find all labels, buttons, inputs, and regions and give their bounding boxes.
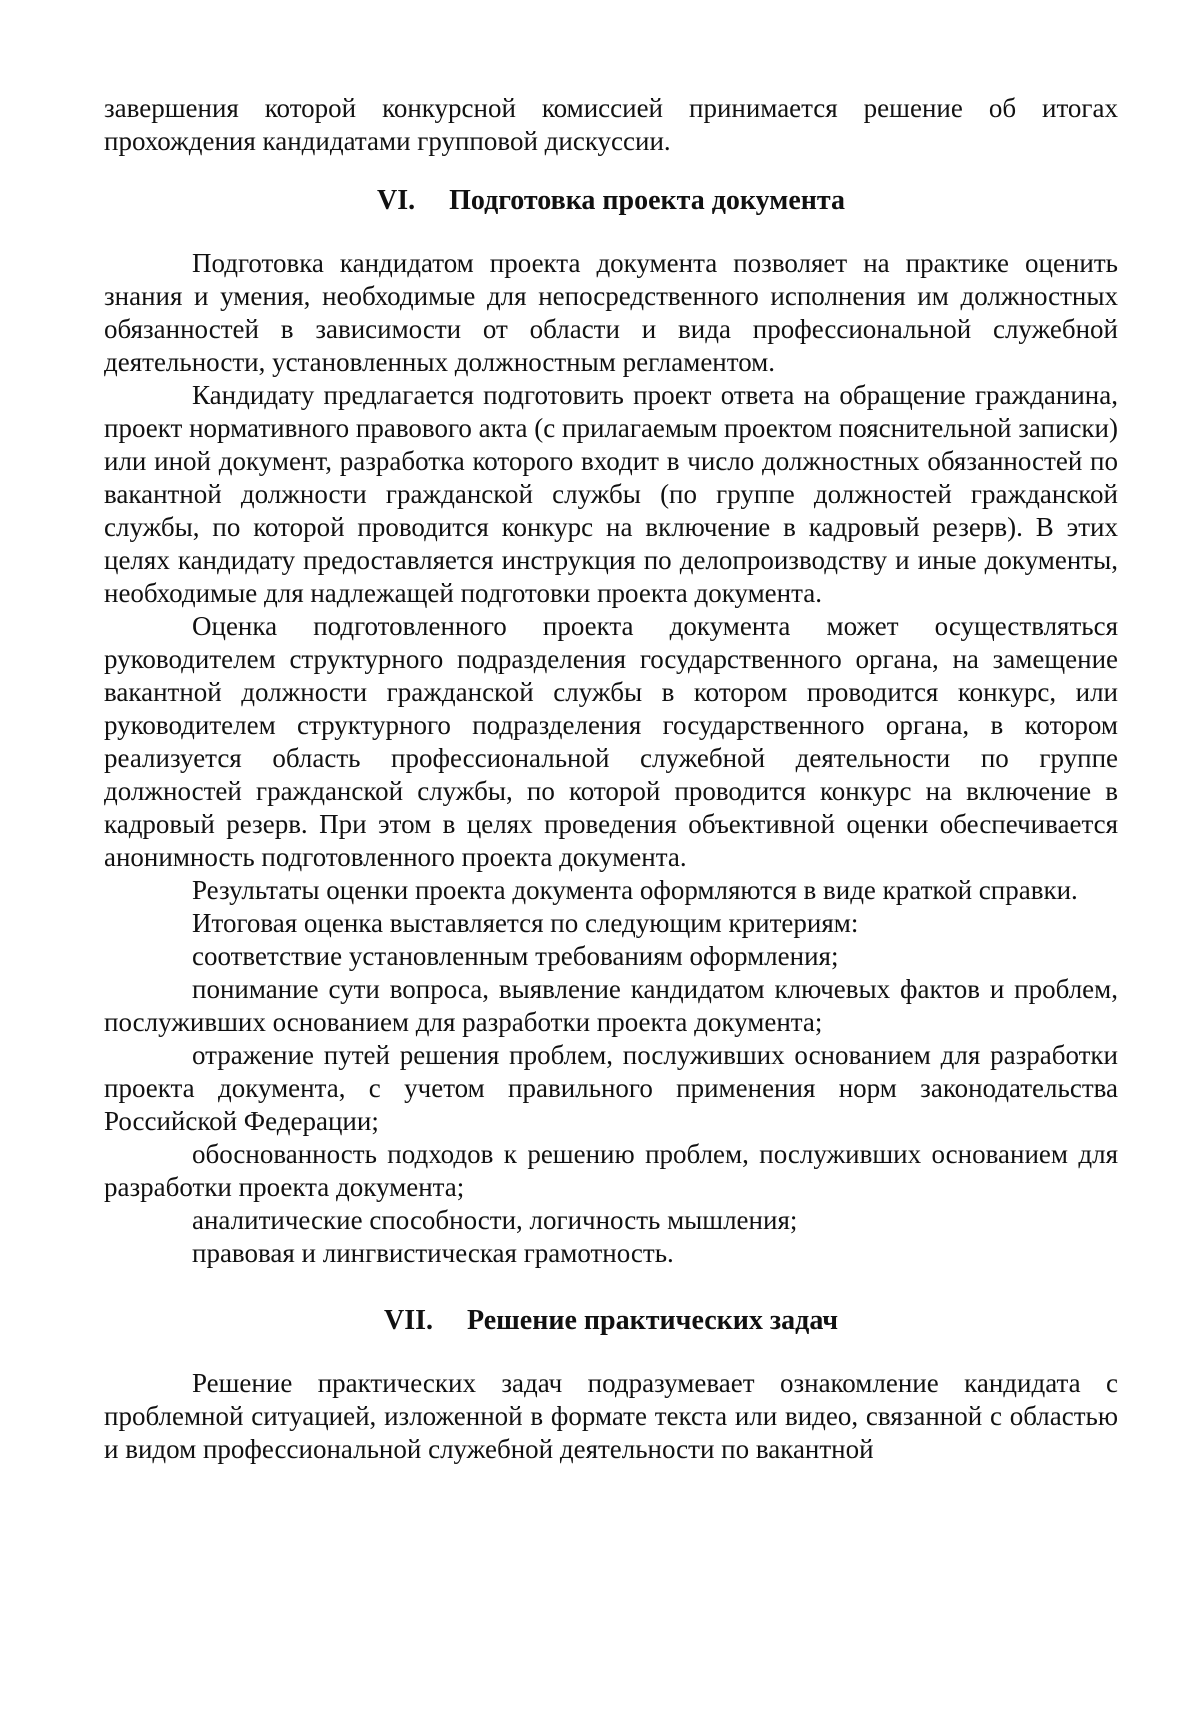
section-6-paragraph: Кандидату предлагается подготовить проект ответа на обращение гражданина, проект нормативного правового акта (с прилагаемым проектом пояснительной записки) или иной документ, разработка которого входит в число должностных обязанностей по вакантной должности гражданской службы (по группе должностей гражданской службы, по которой проводится конкурс на включение в кадровый резерв). В этих целях кандидату предоставляется инструкция по делопроизводству и иные документы, необходимые для надлежащей подготовки проекта документа.	[104, 380, 1118, 608]
criteria-item: аналитические способности, логичность мышления;	[192, 1205, 798, 1235]
page-content	[104, 92, 1118, 1466]
section-7-number: VII.	[383, 1305, 433, 1336]
section-6-paragraph: Подготовка кандидатом проекта документа позволяет на практике оценить знания и умения, необходимые для непосредственного исполнения им должностных обязанностей в зависимости от области и вида профессиональной служебной деятельности, установленных должностным регламентом.	[104, 248, 1118, 377]
section-7-paragraph: Решение практических задач подразумевает ознакомление кандидата с проблемной ситуацией, изложенной в формате текста или видео, связанной с областью и видом профессиональной служебной деятельности по вакантной	[104, 1368, 1118, 1464]
section-7-title: Решение практических задач	[467, 1305, 838, 1336]
criteria-item: понимание сути вопроса, выявление кандидатом ключевых фактов и проблем, послуживших основанием для разработки проекта документа;	[104, 974, 1118, 1037]
criteria-item: соответствие установленным требованиям оформления;	[192, 941, 839, 971]
section-6-heading	[104, 184, 1118, 217]
intro-paragraph: завершения которой конкурсной комиссией принимается решение об итогах прохождения кандидатами групповой дискуссии.	[104, 93, 1118, 156]
section-7-heading	[104, 1304, 1118, 1337]
section-6-paragraph: Итоговая оценка выставляется по следующим критериям:	[192, 908, 859, 938]
criteria-item: обоснованность подходов к решению проблем, послуживших основанием для разработки проекта документа;	[104, 1139, 1118, 1202]
criteria-item: отражение путей решения проблем, послуживших основанием для разработки проекта документа, с учетом правильного применения норм законодательства Российской Федерации;	[104, 1040, 1118, 1136]
criteria-item: правовая и лингвистическая грамотность.	[192, 1238, 674, 1268]
section-6-title: Подготовка проекта документа	[449, 185, 846, 216]
section-6-number: VI.	[376, 185, 416, 216]
section-6-paragraph: Результаты оценки проекта документа оформляются в виде краткой справки.	[192, 875, 1078, 905]
section-6-paragraph: Оценка подготовленного проекта документа может осуществляться руководителем структурного подразделения государственного органа, на замещение вакантной должности гражданской службы в котором проводится конкурс, или руководителем структурного подразделения государственного органа, в котором реализуется область профессиональной служебной деятельности по группе должностей гражданской службы, по которой проводится конкурс на включение в кадровый резерв. При этом в целях проведения объективной оценки обеспечивается анонимность подготовленного проекта документа.	[104, 611, 1118, 872]
